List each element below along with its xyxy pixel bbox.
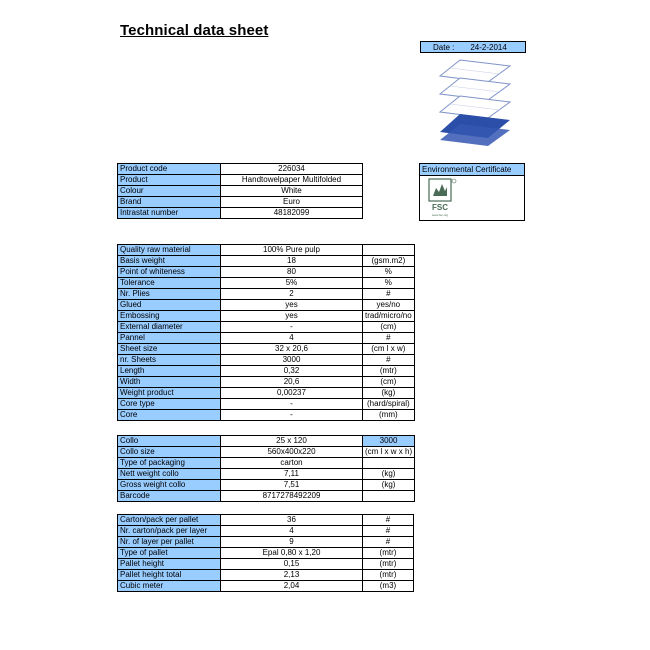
row-unit: (gsm.m2) [363,256,415,267]
row-value: 48182099 [221,208,363,219]
row-unit: % [363,278,415,289]
table-row [118,311,415,322]
row-unit: (cm l x w) [363,344,415,355]
row-label: Point of whiteness [118,267,221,278]
row-value: 0,32 [221,366,363,377]
row-value: 2 [221,289,363,300]
row-label: Basis weight [118,256,221,267]
table-row [118,267,415,278]
row-value: 2,13 [221,570,363,581]
table-row [118,410,415,421]
row-value: - [221,399,363,410]
table-row [118,245,415,256]
row-label: Core [118,410,221,421]
row-unit: (mtr) [363,366,415,377]
table-row [118,559,414,570]
row-label: Collo size [118,447,221,458]
row-value: 20,6 [221,377,363,388]
row-value: 4 [221,526,363,537]
row-label: Cubic meter [118,581,221,592]
row-label: Nr. of layer per pallet [118,537,221,548]
page-title: Technical data sheet [120,22,269,39]
row-unit: trad/micro/no [363,311,415,322]
row-label: Carton/pack per pallet [118,515,221,526]
row-label: Barcode [118,491,221,502]
row-unit: (mtr) [363,559,414,570]
row-label: Tolerance [118,278,221,289]
product-table [117,163,363,219]
table-row [118,208,363,219]
table-row [118,278,415,289]
row-value: carton [221,458,363,469]
row-unit: (m3) [363,581,414,592]
row-value: White [221,186,363,197]
table-row [118,458,415,469]
row-unit: yes/no [363,300,415,311]
row-label: Gross weight collo [118,480,221,491]
row-value: - [221,410,363,421]
table-row [118,164,363,175]
row-value: 226034 [221,164,363,175]
row-value: 25 x 120 [221,436,363,447]
row-value: 0,00237 [221,388,363,399]
row-unit: (cm) [363,322,415,333]
date-box [420,41,526,53]
row-value: 2,04 [221,581,363,592]
table-row [118,322,415,333]
table-row [118,197,363,208]
table-row [118,333,415,344]
row-label: Pallet height [118,559,221,570]
environmental-certificate [419,163,525,221]
row-unit: (kg) [363,469,415,480]
row-label: Embossing [118,311,221,322]
row-label: Sheet size [118,344,221,355]
row-label: Type of pallet [118,548,221,559]
table-row [118,289,415,300]
row-value: 0,15 [221,559,363,570]
table-row [118,491,415,502]
row-label: Product code [118,164,221,175]
row-unit: (hard/spiral) [363,399,415,410]
table-row [118,256,415,267]
row-unit: (mm) [363,410,415,421]
row-value: Euro [221,197,363,208]
row-unit: # [363,515,414,526]
table-row [118,515,414,526]
row-unit [363,245,415,256]
pallet-table [117,514,414,592]
row-value: 4 [221,333,363,344]
row-label: Collo [118,436,221,447]
row-label: Product [118,175,221,186]
row-label: Pannel [118,333,221,344]
row-unit: (mtr) [363,570,414,581]
row-unit: (mtr) [363,548,414,559]
row-value: Handtowelpaper Multifolded [221,175,363,186]
row-value: 560x400x220 [221,447,363,458]
row-label: Glued [118,300,221,311]
row-unit [363,491,415,502]
table-row [118,388,415,399]
row-value: 36 [221,515,363,526]
row-value: 3000 [221,355,363,366]
table-row [118,480,415,491]
row-unit: (kg) [363,388,415,399]
row-value: Epal 0,80 x 1,20 [221,548,363,559]
table-row [118,399,415,410]
date-label: Date : [433,43,455,52]
row-unit: (cm l x w x h) [363,447,415,458]
table-row [118,469,415,480]
date-value: 24-2-2014 [470,43,507,52]
row-label: Width [118,377,221,388]
row-label: Type of packaging [118,458,221,469]
table-row [118,344,415,355]
row-value: 18 [221,256,363,267]
row-unit: # [363,355,415,366]
row-label: Nett weight collo [118,469,221,480]
row-label: Colour [118,186,221,197]
row-unit: # [363,526,414,537]
row-value: yes [221,311,363,322]
env-header: Environmental Certificate [420,164,524,176]
row-label: External diameter [118,322,221,333]
row-unit: (cm) [363,377,415,388]
fsc-logo-url: www.fsc.org [431,213,449,217]
collo-table [117,435,415,502]
row-label: nr. Sheets [118,355,221,366]
table-row [118,186,363,197]
table-row [118,447,415,458]
row-value: 7,11 [221,469,363,480]
row-label: Intrastat number [118,208,221,219]
table-row [118,300,415,311]
row-unit: # [363,333,415,344]
row-value: 8717278492209 [221,491,363,502]
row-unit: (kg) [363,480,415,491]
row-unit: 3000 [363,436,415,447]
row-label: Core type [118,399,221,410]
row-value: 9 [221,537,363,548]
row-value: 32 x 20,6 [221,344,363,355]
row-unit [363,458,415,469]
row-unit: # [363,289,415,300]
table-row [118,581,414,592]
table-row [118,537,414,548]
row-unit: % [363,267,415,278]
row-label: Nr. carton/pack per layer [118,526,221,537]
row-value: - [221,322,363,333]
row-value: 100% Pure pulp [221,245,363,256]
row-label: Pallet height total [118,570,221,581]
quality-table [117,244,415,421]
table-row [118,436,415,447]
row-value: 80 [221,267,363,278]
row-value: 7,51 [221,480,363,491]
row-value: yes [221,300,363,311]
table-row [118,526,414,537]
row-label: Brand [118,197,221,208]
table-row [118,366,415,377]
fsc-logo-text: FSC [432,203,448,212]
table-row [118,377,415,388]
table-row [118,175,363,186]
row-label: Quality raw material [118,245,221,256]
fsc-logo-icon [428,178,458,218]
folded-paper-icon [430,56,516,148]
table-row [118,570,414,581]
row-label: Nr. Plies [118,289,221,300]
row-label: Length [118,366,221,377]
row-label: Weight product [118,388,221,399]
table-row [118,548,414,559]
row-unit: # [363,537,414,548]
table-row [118,355,415,366]
row-value: 5% [221,278,363,289]
